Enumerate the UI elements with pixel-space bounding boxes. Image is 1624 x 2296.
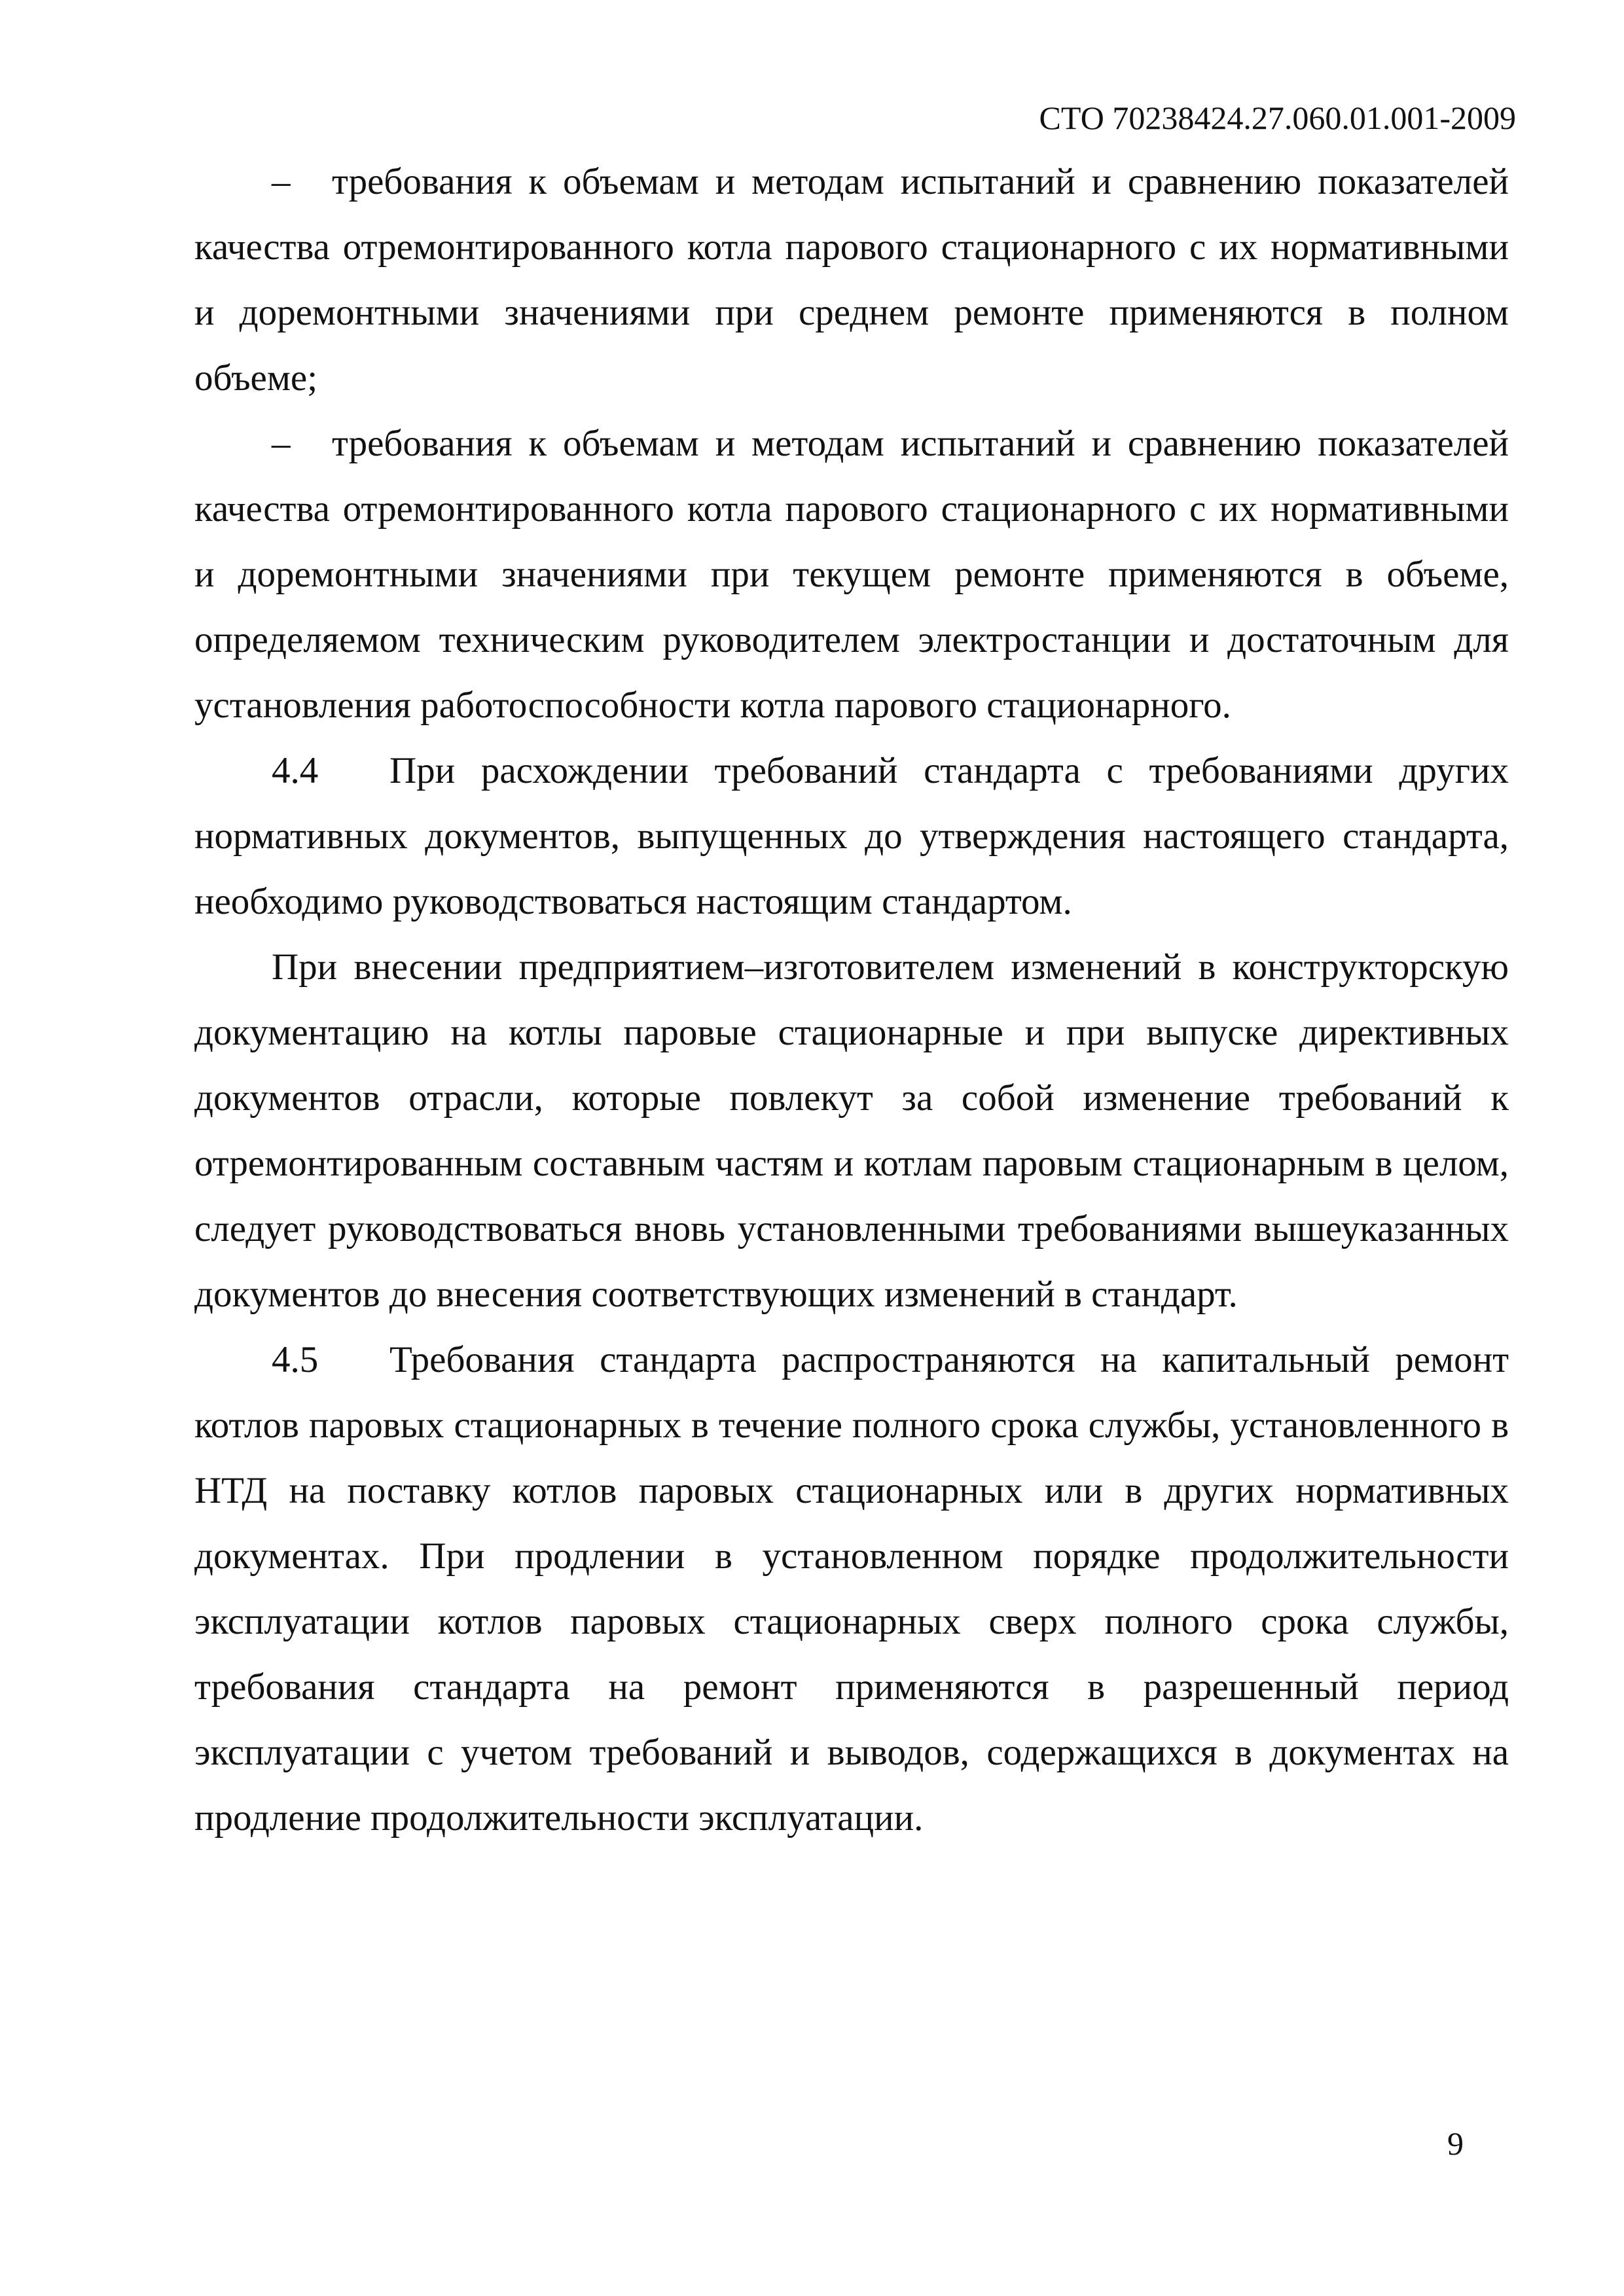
paragraph-text: При внесении предприятием–изготовителем изменений в конструкторскую документацию на котлы паровые стационарные и при выпуске директивных документов отрасли, которые повлекут за собой изменение требований к отремонтированным составным частям и котлам паровым стационарным в целом, следует руководствоваться вновь установленными требованиями вышеуказанных документов до внесения соответствующих изменений в стандарт. <box>194 946 1509 1315</box>
list-dash-marker: – <box>272 423 291 464</box>
paragraph-text: При расхождении требований стандарта с требованиями других нормативных документов, выпущенных до утверждения настоящего стандарта, необходимо руководствоваться настоящим стандартом. <box>194 750 1509 922</box>
paragraph-requirements-medium-repair <box>194 149 1509 411</box>
document-body <box>194 149 1509 1851</box>
document-code-header: СТО 70238424.27.060.01.001-2009 <box>1039 99 1516 136</box>
paragraph-text: требования к объемам и методам испытаний и сравнению показателей качества отремонтированного котла парового стационарного с их нормативными и доремонтными значениями при текущем ремонте применяются в объеме, определяемом техническим руководителем электростанции и достаточным для установления работоспособности котла парового стационарного. <box>194 423 1509 726</box>
paragraph-requirements-current-repair <box>194 411 1509 738</box>
section-number: 4.4 <box>272 750 319 791</box>
section-number: 4.5 <box>272 1339 319 1380</box>
list-dash-marker: – <box>272 161 291 202</box>
paragraph-text: требования к объемам и методам испытаний и сравнению показателей качества отремонтированного котла парового стационарного с их нормативными и доремонтными значениями при среднем ремонте применяются в полном объеме; <box>194 161 1509 399</box>
paragraph-design-changes <box>194 935 1509 1327</box>
paragraph-section-4-4 <box>194 738 1509 935</box>
page-number: 9 <box>1447 2125 1464 2162</box>
paragraph-section-4-5 <box>194 1327 1509 1851</box>
paragraph-text: Требования стандарта распространяются на капитальный ремонт котлов паровых стационарных в течение полного срока службы, установленного в НТД на поставку котлов паровых стационарных или в других нормативных документах. При продлении в установленном порядке продолжительности эксплуатации котлов паровых стационарных сверх полного срока службы, требования стандарта на ремонт применяются в разрешенный период эксплуатации с учетом требований и выводов, содержащихся в документах на продление продолжительности эксплуатации. <box>194 1339 1509 1839</box>
